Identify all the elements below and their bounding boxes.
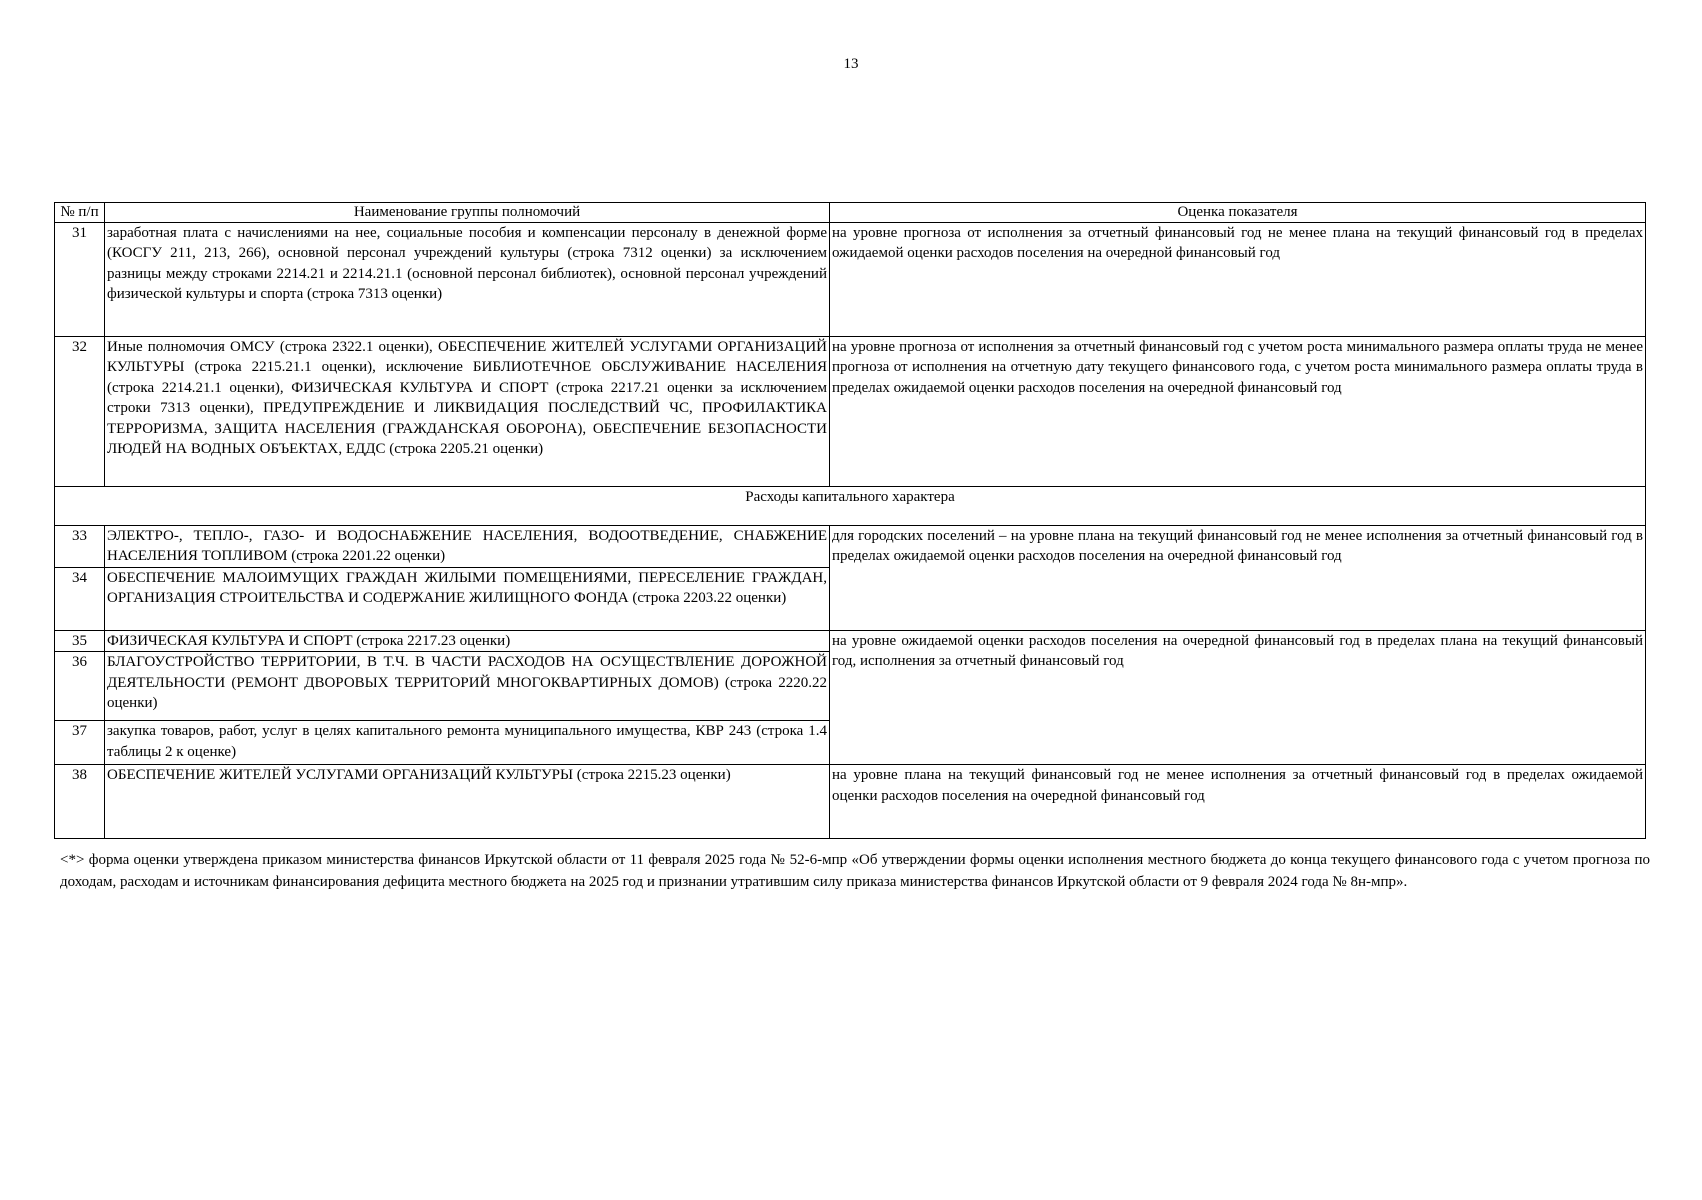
- row-number: 32: [55, 337, 105, 487]
- row-group-name: заработная плата с начислениями на нее, социальные пособия и компенсации персоналу в денежной форме (КОСГУ 211, 213, 266), основной персонал учреждений культуры (строка 7312 оценки) за исключением разницы между строками 2214.21 и 2214.21.1 (основной персонал библиотек), основной персонал учреждений физической культуры и спорта (строка 7313 оценки): [105, 223, 830, 337]
- row-group-name: БЛАГОУСТРОЙСТВО ТЕРРИТОРИИ, В Т.Ч. В ЧАСТИ РАСХОДОВ НА ОСУЩЕСТВЛЕНИЕ ДОРОЖНОЙ ДЕЯТЕЛЬНОСТИ (РЕМОНТ ДВОРОВЫХ ТЕРРИТОРИЙ МНОГОКВАРТИРНЫХ ДОМОВ) (строка 2220.22 оценки): [105, 652, 830, 721]
- row-number: 36: [55, 652, 105, 721]
- row-group-name: ОБЕСПЕЧЕНИЕ ЖИТЕЛЕЙ УСЛУГАМИ ОРГАНИЗАЦИЙ КУЛЬТУРЫ (строка 2215.23 оценки): [105, 765, 830, 839]
- row-score: на уровне плана на текущий финансовый год не менее исполнения за отчетный финансовый год в пределах ожидаемой оценки расходов поселения на очередной финансовый год: [830, 765, 1646, 839]
- table-row: [55, 337, 1646, 487]
- assessment-table: [54, 202, 1646, 839]
- header-group-name: Наименование группы полномочий: [105, 203, 830, 223]
- table-row: [55, 630, 1646, 651]
- row-number: 35: [55, 630, 105, 651]
- row-group-name: ФИЗИЧЕСКАЯ КУЛЬТУРА И СПОРТ (строка 2217.23 оценки): [105, 630, 830, 651]
- row-group-name: закупка товаров, работ, услуг в целях капитального ремонта муниципального имущества, КВР 243 (строка 1.4 таблицы 2 к оценке): [105, 721, 830, 765]
- footnote: <*> форма оценки утверждена приказом министерства финансов Иркутской области от 11 февраля 2025 года № 52-6-мпр «Об утверждении формы оценки исполнения местного бюджета до конца текущего финансового года с учетом прогноза по доходам, расходам и источникам финансирования дефицита местного бюджета на 2025 год и признании утратившим силу приказа министерства финансов Иркутской области от 9 февраля 2024 года № 8н-мпр».: [60, 852, 1650, 890]
- row-number: 38: [55, 765, 105, 839]
- row-score: для городских поселений – на уровне плана на текущий финансовый год не менее исполнения за отчетный финансовый год в пределах ожидаемой оценки расходов поселения на очередной финансовый год: [830, 526, 1646, 631]
- row-group-name: Иные полномочия ОМСУ (строка 2322.1 оценки), ОБЕСПЕЧЕНИЕ ЖИТЕЛЕЙ УСЛУГАМИ ОРГАНИЗАЦИЙ КУЛЬТУРЫ (строка 2215.21.1 оценки), исключение БИБЛИОТЕЧНОЕ ОБСЛУЖИВАНИЕ НАСЕЛЕНИЯ (строка 2214.21.1 оценки), ФИЗИЧЕСКАЯ КУЛЬТУРА И СПОРТ (строка 2217.21 оценки за исключением строки 7313 оценки), ПРЕДУПРЕЖДЕНИЕ И ЛИКВИДАЦИЯ ПОСЛЕДСТВИЙ ЧС, ПРОФИЛАКТИКА ТЕРРОРИЗМА, ЗАЩИТА НАСЕЛЕНИЯ (ГРАЖДАНСКАЯ ОБОРОНА), ОБЕСПЕЧЕНИЕ БЕЗОПАСНОСТИ ЛЮДЕЙ НА ВОДНЫХ ОБЪЕКТАХ, ЕДДС (строка 2205.21 оценки): [105, 337, 830, 487]
- table-row: [55, 526, 1646, 568]
- page-number: 13: [843, 56, 859, 72]
- row-number: 34: [55, 567, 105, 630]
- table-row: [55, 223, 1646, 337]
- section-row: [55, 487, 1646, 526]
- table-header-row: [55, 203, 1646, 223]
- header-indicator-score: Оценка показателя: [830, 203, 1646, 223]
- row-score: на уровне прогноза от исполнения за отчетный финансовый год не менее плана на текущий финансовый год в пределах ожидаемой оценки расходов поселения на очередной финансовый год: [830, 223, 1646, 337]
- row-group-name: ЭЛЕКТРО-, ТЕПЛО-, ГАЗО- И ВОДОСНАБЖЕНИЕ НАСЕЛЕНИЯ, ВОДООТВЕДЕНИЕ, СНАБЖЕНИЕ НАСЕЛЕНИЯ ТОПЛИВОМ (строка 2201.22 оценки): [105, 526, 830, 568]
- row-number: 37: [55, 721, 105, 765]
- header-number: № п/п: [55, 203, 105, 223]
- section-title: Расходы капитального характера: [55, 487, 1646, 526]
- row-group-name: ОБЕСПЕЧЕНИЕ МАЛОИМУЩИХ ГРАЖДАН ЖИЛЫМИ ПОМЕЩЕНИЯМИ, ПЕРЕСЕЛЕНИЕ ГРАЖДАН, ОРГАНИЗАЦИЯ СТРОИТЕЛЬСТВА И СОДЕРЖАНИЕ ЖИЛИЩНОГО ФОНДА (строка 2203.22 оценки): [105, 567, 830, 630]
- row-score: на уровне прогноза от исполнения за отчетный финансовый год с учетом роста минимального размера оплаты труда не менее прогноза от исполнения на отчетную дату текущего финансового года, с учетом роста минимального размера оплаты труда в пределах ожидаемой оценки расходов поселения на очередной финансовый год: [830, 337, 1646, 487]
- row-number: 31: [55, 223, 105, 337]
- table-row: [55, 765, 1646, 839]
- row-score: на уровне ожидаемой оценки расходов поселения на очередной финансовый год в пределах плана на текущий финансовый год, исполнения за отчетный финансовый год: [830, 630, 1646, 764]
- row-number: 33: [55, 526, 105, 568]
